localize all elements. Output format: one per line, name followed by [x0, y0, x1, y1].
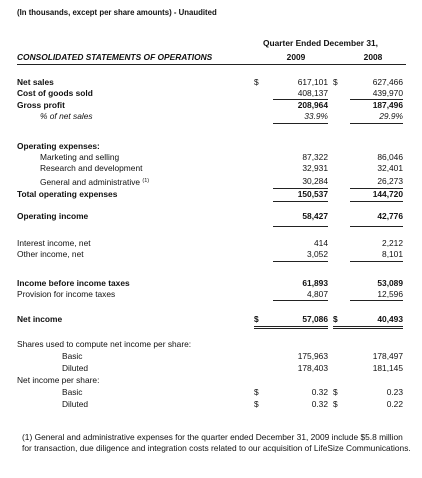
row-net-sales [0, 77, 422, 88]
row-shares-header [0, 339, 422, 350]
statement-title: CONSOLIDATED STATEMENTS OF OPERATIONS [17, 52, 213, 62]
value-2009: 617,101 [297, 77, 328, 87]
row-label: Operating income [17, 211, 89, 221]
footnote: (1) General and administrative expenses for the quarter ended December 31, 2009 include $5.8 million for transaction, due diligence and integration costs related to our acquisition of LifeSize Communications. [22, 432, 411, 453]
row-label: Interest income, net [17, 238, 91, 248]
year-2009-heading: 2009 [286, 52, 306, 62]
value-2009: 175,963 [297, 351, 328, 361]
row-label: Basic [62, 351, 83, 361]
section-rule [273, 201, 328, 202]
row-label: Marketing and selling [40, 152, 120, 162]
value-2008: 144,720 [372, 189, 403, 199]
section-rule [273, 226, 328, 227]
currency-sign: $ [333, 314, 338, 324]
row-shares-diluted [0, 363, 422, 374]
header-rule [17, 64, 406, 65]
row-provision-taxes [0, 289, 422, 300]
row-label: Net income [17, 314, 63, 324]
row-pct-net-sales [0, 111, 422, 122]
value-2009: 408,137 [297, 88, 328, 98]
value-2008: 53,089 [377, 278, 403, 288]
currency-sign: $ [333, 387, 338, 397]
value-2009: 32,931 [302, 163, 328, 173]
row-label-group [40, 176, 149, 188]
year-2008-heading: 2008 [363, 52, 383, 62]
row-label: Net sales [17, 77, 54, 87]
value-2009: 30,284 [302, 176, 328, 186]
row-label: Provision for income taxes [17, 289, 116, 299]
value-2008: 181,145 [372, 363, 403, 373]
section-rule [350, 226, 403, 227]
value-2009: 150,537 [297, 189, 328, 199]
units-note: (In thousands, except per share amounts) - Unaudited [17, 8, 217, 17]
section-rule [350, 261, 403, 262]
row-eps-basic [0, 387, 422, 398]
value-2008: 0.22 [386, 399, 403, 409]
value-2009: 208,964 [297, 100, 328, 110]
row-net-income [0, 314, 422, 325]
row-opex-header [0, 141, 422, 152]
section-rule [350, 201, 403, 202]
value-2008: 2,212 [382, 238, 403, 248]
section-rule [273, 300, 328, 301]
value-2009: 87,322 [302, 152, 328, 162]
row-label: General and administrative [40, 177, 141, 187]
row-label: Income before income taxes [17, 278, 130, 288]
value-2008: 42,776 [377, 211, 403, 221]
value-2008: 86,046 [377, 152, 403, 162]
row-label: Diluted [62, 363, 89, 373]
value-2008: 40,493 [377, 314, 403, 324]
section-rule [273, 261, 328, 262]
row-label: Research and development [40, 163, 143, 173]
row-label: Cost of goods sold [17, 88, 93, 98]
section-rule [350, 123, 403, 124]
row-total-opex [0, 189, 422, 200]
value-2008: 32,401 [377, 163, 403, 173]
double-rule [254, 326, 328, 327]
row-interest-income [0, 238, 422, 249]
row-operating-income [0, 211, 422, 222]
period-heading: Quarter Ended December 31, [263, 38, 378, 48]
value-2008: 0.23 [386, 387, 403, 397]
row-label: Net income per share: [17, 375, 100, 385]
row-income-before-taxes [0, 278, 422, 289]
value-2008: 26,273 [377, 176, 403, 186]
row-label: Total operating expenses [17, 189, 118, 199]
value-2009: 0.32 [311, 387, 328, 397]
row-label: Operating expenses: [17, 141, 100, 151]
currency-sign: $ [333, 77, 338, 87]
value-2008: 439,970 [372, 88, 403, 98]
double-rule [333, 328, 403, 329]
value-2009: 61,893 [302, 278, 328, 288]
value-2008: 187,496 [372, 100, 403, 110]
row-label: Basic [62, 387, 83, 397]
value-2008: 627,466 [372, 77, 403, 87]
currency-sign: $ [254, 399, 259, 409]
currency-sign: $ [254, 314, 259, 324]
row-label: Shares used to compute net income per share: [17, 339, 192, 349]
row-eps-diluted [0, 399, 422, 410]
value-2008: 8,101 [382, 249, 403, 259]
value-2009: 57,086 [302, 314, 328, 324]
row-shares-basic [0, 351, 422, 362]
row-eps-header [0, 375, 422, 386]
row-gna [0, 176, 422, 187]
row-cogs [0, 88, 422, 99]
row-label: % of net sales [40, 111, 93, 121]
value-2009: 0.32 [311, 399, 328, 409]
currency-sign: $ [254, 387, 259, 397]
value-2009: 4,807 [307, 289, 328, 299]
value-2009: 414 [314, 238, 328, 248]
currency-sign: $ [254, 77, 259, 87]
value-2008: 12,596 [377, 289, 403, 299]
value-2008: 178,497 [372, 351, 403, 361]
value-2009: 33.9% [304, 111, 328, 121]
value-2009: 3,052 [307, 249, 328, 259]
section-rule [350, 300, 403, 301]
row-gross-profit [0, 100, 422, 111]
currency-sign: $ [333, 399, 338, 409]
double-rule [254, 328, 328, 329]
row-label: Other income, net [17, 249, 84, 259]
row-rnd [0, 163, 422, 174]
section-rule [273, 123, 328, 124]
value-2008: 29.9% [379, 111, 403, 121]
row-label: Gross profit [17, 100, 65, 110]
row-other-income [0, 249, 422, 260]
value-2009: 178,403 [297, 363, 328, 373]
row-marketing [0, 152, 422, 163]
row-label: Diluted [62, 399, 89, 409]
value-2009: 58,427 [302, 211, 328, 221]
double-rule [333, 326, 403, 327]
footnote-marker: (1) [142, 178, 150, 184]
